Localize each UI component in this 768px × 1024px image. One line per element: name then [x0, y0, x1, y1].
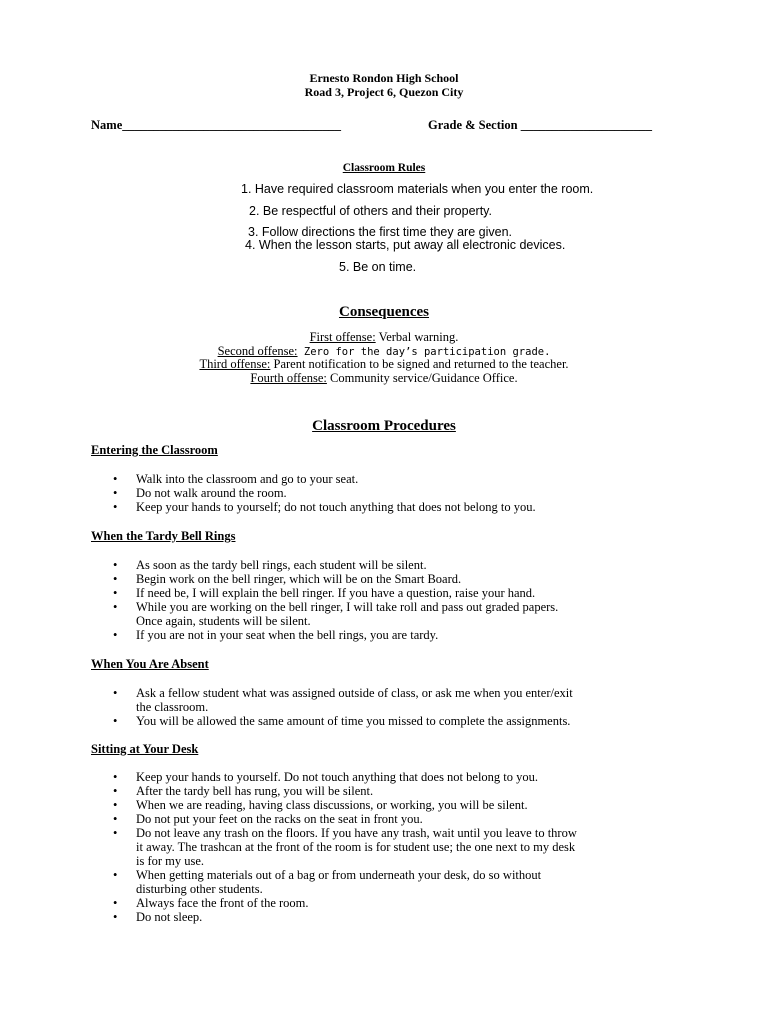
list-item: • Begin work on the bell ringer, which will be on the Smart Board. [91, 572, 691, 586]
tardy-list [91, 558, 691, 642]
list-item-continuation: it away. The trashcan at the front of the room is for student use; the one next to my desk [136, 840, 576, 854]
consequence-item [0, 330, 768, 344]
list-item: • As soon as the tardy bell rings, each student will be silent. [91, 558, 691, 572]
list-item: • If need be, I will explain the bell ringer. If you have a question, raise your hand. [91, 586, 691, 600]
school-address: Road 3, Project 6, Quezon City [304, 85, 464, 99]
section-heading-tardy: When the Tardy Bell Rings [91, 529, 236, 543]
grade-section-field: Grade & Section _____________________ [428, 118, 652, 132]
list-item: • Always face the front of the room. [91, 896, 691, 910]
list-item: • Do not put your feet on the racks on the seat in front you. [91, 812, 691, 826]
list-item: • Do not leave any trash on the floors. If you have any trash, wait until you leave to throw [91, 826, 691, 840]
list-item: • When we are reading, having class discussions, or working, you will be silent. [91, 798, 691, 812]
name-field: Name___________________________________ [91, 118, 341, 132]
rule-item: 5. Be on time. [339, 260, 417, 274]
rule-item: 1. Have required classroom materials when you enter the room. [241, 182, 594, 196]
entering-list [91, 472, 691, 514]
list-item: • Walk into the classroom and go to your seat. [91, 472, 691, 486]
list-item: • You will be allowed the same amount of time you missed to complete the assignments. [91, 714, 691, 728]
list-item: • Do not walk around the room. [91, 486, 691, 500]
procedures-title: Classroom Procedures [312, 418, 456, 434]
school-name: Ernesto Rondon High School [309, 71, 459, 85]
rule-item: 3. Follow directions the first time they are given. [248, 225, 513, 239]
list-item-continuation: disturbing other students. [136, 882, 263, 896]
list-item: • When getting materials out of a bag or from underneath your desk, do so without [91, 868, 691, 882]
list-item: • If you are not in your seat when the bell rings, you are tardy. [91, 628, 691, 642]
rule-item: 4. When the lesson starts, put away all electronic devices. [245, 238, 566, 252]
list-item: • While you are working on the bell ringer, I will take roll and pass out graded papers. [91, 600, 691, 614]
desk-list [91, 770, 691, 924]
section-heading-entering: Entering the Classroom [91, 443, 218, 457]
offense-label: Fourth offense: [250, 371, 327, 385]
list-item: • Keep your hands to yourself. Do not touch anything that does not belong to you. [91, 770, 691, 784]
consequence-item [0, 371, 768, 385]
rules-title: Classroom Rules [342, 162, 426, 174]
list-item: • Ask a fellow student what was assigned outside of class, or ask me when you enter/exit [91, 686, 691, 700]
offense-label: Third offense: [199, 357, 271, 371]
offense-text: Zero for the day’s participation grade. [297, 346, 551, 358]
list-item-continuation: the classroom. [136, 700, 209, 714]
offense-text: Parent notification to be signed and returned to the teacher. [270, 357, 569, 371]
offense-text: Verbal warning. [375, 330, 459, 344]
offense-text: Community service/Guidance Office. [326, 371, 518, 385]
section-heading-absent: When You Are Absent [91, 657, 209, 671]
list-item: • After the tardy bell has rung, you will be silent. [91, 784, 691, 798]
consequences-title: Consequences [338, 304, 429, 320]
list-item: • Keep your hands to yourself; do not touch anything that does not belong to you. [91, 500, 691, 514]
list-item-continuation: is for my use. [136, 854, 205, 868]
list-item: • Do not sleep. [91, 910, 691, 924]
offense-label: Second offense: [217, 344, 298, 358]
section-heading-desk: Sitting at Your Desk [91, 742, 199, 756]
list-item-continuation: Once again, students will be silent. [136, 614, 311, 628]
consequence-item [0, 357, 768, 371]
rule-item: 2. Be respectful of others and their property. [249, 204, 492, 218]
absent-list [91, 686, 691, 728]
offense-label: First offense: [309, 330, 376, 344]
